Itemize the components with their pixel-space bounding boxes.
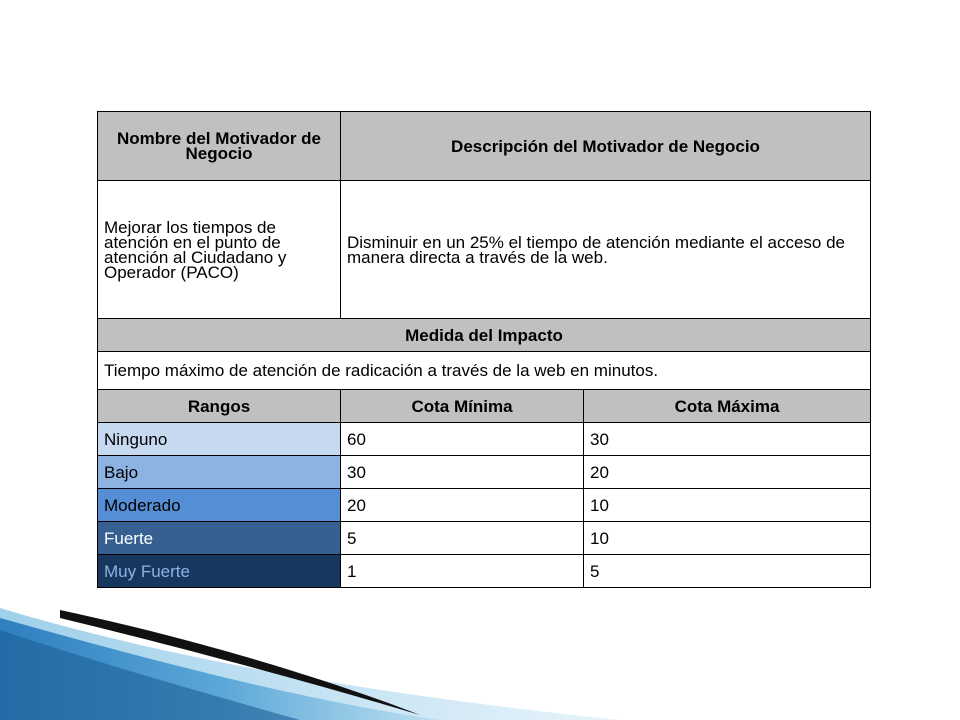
- min-cell: 5: [341, 522, 584, 555]
- max-cell: 5: [584, 555, 871, 588]
- table-row: [98, 555, 871, 588]
- range-cell: Bajo: [98, 456, 341, 489]
- min-cell: 1: [341, 555, 584, 588]
- table-row: [98, 456, 871, 489]
- range-cell: Muy Fuerte: [98, 555, 341, 588]
- motivator-row: [98, 181, 871, 319]
- min-cell: 20: [341, 489, 584, 522]
- column-header-max: Cota Máxima: [584, 390, 871, 423]
- min-cell: 30: [341, 456, 584, 489]
- impact-title-cell: Medida del Impacto: [98, 319, 871, 352]
- impact-title-row: [98, 319, 871, 352]
- header-motivator-description: Descripción del Motivador de Negocio: [341, 112, 871, 181]
- table-row: [98, 489, 871, 522]
- range-cell: Fuerte: [98, 522, 341, 555]
- column-header-ranges: Rangos: [98, 390, 341, 423]
- table-row: [98, 522, 871, 555]
- range-cell: Ninguno: [98, 423, 341, 456]
- impact-measure-cell: Tiempo máximo de atención de radicación a través de la web en minutos.: [98, 352, 871, 390]
- ranges-header-row: [98, 390, 871, 423]
- column-header-min: Cota Mínima: [341, 390, 584, 423]
- max-cell: 10: [584, 489, 871, 522]
- table-header-row: [98, 112, 871, 181]
- motivator-description-cell: Disminuir en un 25% el tiempo de atención mediante el acceso de manera directa a través de la web.: [341, 181, 871, 319]
- table-row: [98, 423, 871, 456]
- business-motivator-table: [97, 111, 871, 588]
- header-motivator-name: Nombre del Motivador de Negocio: [98, 112, 341, 181]
- max-cell: 10: [584, 522, 871, 555]
- max-cell: 20: [584, 456, 871, 489]
- max-cell: 30: [584, 423, 871, 456]
- decorative-swoosh: [0, 590, 960, 720]
- range-cell: Moderado: [98, 489, 341, 522]
- motivator-name-cell: Mejorar los tiempos de atención en el punto de atención al Ciudadano y Operador (PACO): [98, 181, 341, 319]
- min-cell: 60: [341, 423, 584, 456]
- impact-measure-row: [98, 352, 871, 390]
